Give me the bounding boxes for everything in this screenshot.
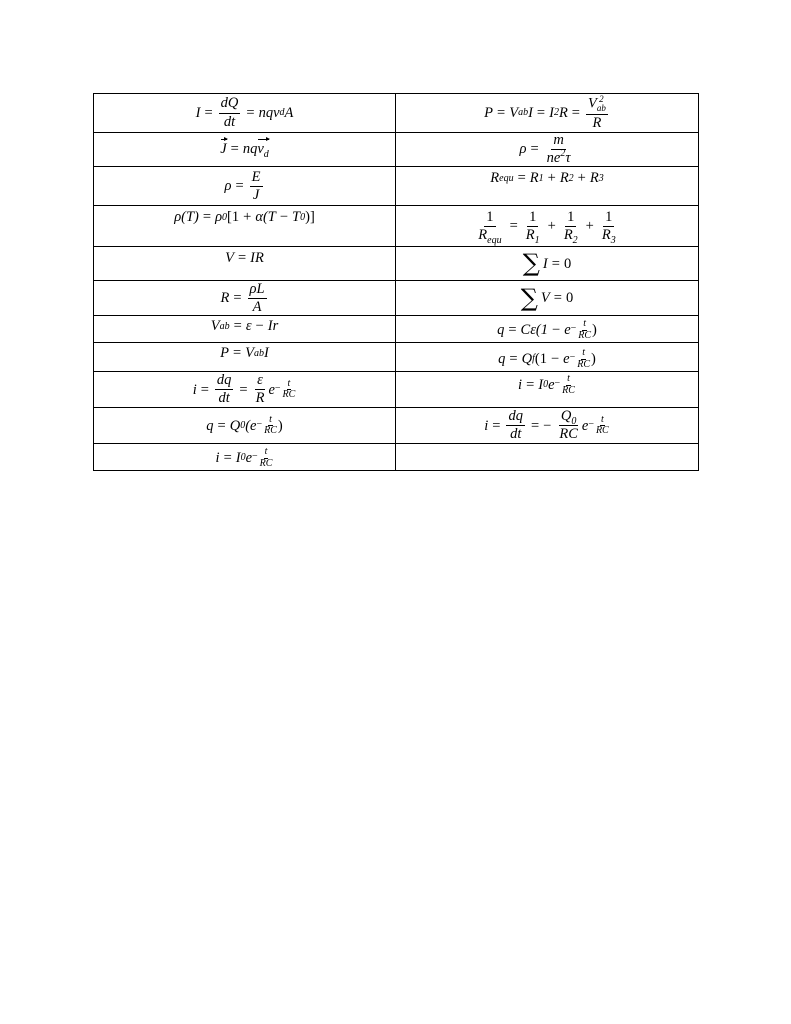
equals-sign: =: [237, 250, 247, 267]
fraction-denominator: dt: [223, 113, 236, 130]
fraction-denominator: [524, 226, 542, 246]
equals-sign: =: [235, 178, 244, 195]
equals-sign: =: [497, 104, 506, 121]
formula-symbol: R: [220, 290, 230, 307]
fraction-numerator: dq: [506, 409, 525, 426]
table-row: [94, 206, 699, 247]
fraction-numerator: 1: [484, 210, 495, 227]
fraction-denominator: dt: [510, 426, 522, 443]
fraction-numerator: 1: [565, 210, 576, 227]
vector-symbol: [257, 141, 269, 161]
formula-term: [1: [227, 209, 240, 226]
formula-cell-power: P = V ab I = I 2 R = V 2 ab R: [396, 94, 699, 133]
fraction: [576, 348, 591, 370]
formula-term: R: [529, 170, 539, 187]
formula-symbol: i: [484, 417, 489, 434]
formula-cell-kirchhoff-current: [396, 247, 699, 281]
formula-term: V: [509, 104, 519, 121]
formula-cell-terminal-voltage: V ab = ε − Ir: [94, 316, 396, 343]
fraction-denominator: RC: [562, 384, 575, 396]
equals-sign: =: [536, 104, 546, 121]
formula-term: Q: [521, 351, 533, 368]
formula-term: IR: [250, 250, 264, 267]
equals-sign: =: [517, 170, 526, 187]
empty-cell: [396, 444, 699, 471]
formula-term: )]: [305, 209, 315, 226]
formula-cell-resistivity-drude: [396, 133, 699, 167]
formula-term: V: [540, 290, 550, 307]
formula-cell-temperature-resistivity: ρ(T) = ρ 0 [1 + α(T − T 0 )]: [94, 206, 396, 247]
exponent: [256, 415, 277, 437]
exponent: [555, 374, 576, 396]
formula-cell-current-density-definition: I = $\frac{dQ}{dt}$ = nqv d A: [94, 94, 396, 133]
formula-term: V: [587, 95, 597, 112]
equals-sign: =: [217, 417, 226, 434]
fraction-denominator: [562, 226, 580, 246]
formula-cell-series-resistance: R equ = R 1 + R 2 + R 3: [396, 167, 699, 206]
formula-symbol: V: [210, 318, 220, 335]
formula-term: 0: [565, 290, 574, 307]
summation-icon: ∑: [520, 283, 538, 312]
formula-term: I: [528, 104, 533, 121]
minus-sign: −: [256, 418, 263, 430]
equals-sign: =: [246, 104, 255, 121]
formula-cell-capacitor-final-charge: q = Q f (1 − e − $\frac{t}{RC}$ ): [396, 343, 699, 372]
equals-sign: =: [492, 417, 501, 434]
minus-sign: −: [554, 378, 561, 390]
equals-sign: =: [233, 318, 242, 335]
formula-term: α(T: [255, 209, 276, 226]
formula-term: ): [592, 322, 597, 339]
plus-sign: +: [547, 170, 556, 187]
formula-cell-resistance-geometry: [94, 281, 396, 316]
table-row: [94, 167, 699, 206]
fraction: [577, 319, 592, 341]
formula-term: ρ: [215, 209, 223, 226]
table-row: [94, 94, 699, 133]
formula-term: R: [559, 170, 569, 187]
fraction: [476, 208, 503, 246]
fraction: [595, 415, 610, 437]
equals-sign: =: [204, 104, 213, 121]
vector-symbol: J: [220, 141, 227, 158]
exponent: [570, 348, 591, 370]
formula-term: e: [563, 351, 570, 368]
superscript: 2: [560, 148, 566, 160]
exponent: [252, 447, 273, 469]
equals-sign: =: [508, 322, 517, 339]
formula-symbol: q: [497, 322, 505, 339]
formula-term: R: [478, 226, 488, 243]
equals-sign: =: [223, 450, 232, 467]
exponent: [275, 379, 296, 401]
formula-symbol: i: [192, 381, 197, 398]
fraction-numerator: t: [264, 446, 268, 458]
equals-sign: =: [551, 255, 560, 272]
equals-sign: =: [530, 417, 540, 434]
table-row: [94, 343, 699, 372]
formula-term: v: [257, 141, 264, 158]
equals-sign: =: [230, 141, 239, 158]
fraction-numerator: ε: [255, 373, 265, 390]
fraction: [506, 409, 525, 442]
formula-term: e: [564, 322, 571, 339]
formula-term: (e: [245, 417, 257, 434]
fraction-denominator: [476, 226, 503, 246]
fraction-numerator: 1: [603, 210, 614, 227]
formula-term: Cε(1: [520, 322, 548, 339]
exponent: [571, 319, 592, 341]
formula-symbol: P: [220, 345, 229, 362]
fraction-denominator: [545, 150, 573, 166]
table-row: [94, 247, 699, 281]
fraction: [215, 373, 234, 406]
plus-sign: +: [585, 218, 594, 235]
fraction: [524, 208, 542, 246]
equals-sign: =: [232, 345, 242, 362]
formula-term: A: [284, 104, 294, 121]
minus-sign: −: [569, 352, 576, 364]
superscript: 2: [599, 93, 604, 104]
table-row: [94, 408, 699, 444]
fraction: [219, 96, 241, 129]
formula-term: ): [277, 417, 283, 434]
formula-term: nqv: [258, 104, 280, 121]
minus-sign: −: [252, 451, 258, 463]
fraction-denominator: [600, 226, 618, 246]
fraction-numerator: dq: [215, 373, 234, 390]
fraction-numerator: dQ: [219, 96, 241, 113]
equals-sign: =: [571, 104, 580, 121]
fraction-numerator: t: [582, 347, 585, 359]
formula-cell-charging-current: [94, 372, 396, 408]
formula-table: [93, 93, 699, 471]
formula-term: V: [245, 345, 255, 362]
formula-term: I: [538, 377, 544, 394]
formula-cell-kirchhoff-voltage: [396, 281, 699, 316]
equals-sign: =: [530, 141, 539, 158]
fraction: [557, 409, 580, 442]
fraction-denominator: RC: [595, 425, 609, 437]
fraction-numerator: t: [269, 413, 272, 425]
formula-term: 0: [563, 255, 572, 272]
fraction-numerator: t: [600, 413, 604, 425]
minus-sign: −: [543, 417, 552, 434]
fraction: [248, 282, 267, 315]
fraction: [562, 208, 580, 246]
equals-sign: =: [509, 218, 518, 235]
fraction: [282, 379, 297, 401]
formula-term: I: [542, 255, 548, 272]
formula-symbol: q: [498, 351, 506, 368]
equals-sign: =: [509, 351, 518, 368]
minus-sign: −: [588, 418, 594, 430]
plus-sign: +: [547, 218, 556, 235]
exponent: [588, 415, 609, 437]
minus-sign: −: [274, 382, 281, 394]
fraction: [545, 133, 573, 166]
fraction: [600, 208, 618, 246]
table-row: [94, 372, 699, 408]
subscript: 1: [534, 234, 540, 246]
formula-symbol: V: [225, 250, 234, 267]
subscript: d: [263, 149, 269, 161]
formula-term: I: [549, 104, 554, 121]
table-row: [94, 316, 699, 343]
formula-term: ): [591, 351, 596, 368]
formula-term: I: [235, 450, 241, 467]
fraction-denominator: A: [252, 298, 262, 315]
formula-term: ne: [546, 150, 561, 167]
equals-sign: =: [553, 290, 562, 307]
fraction-numerator: ρL: [248, 282, 267, 299]
subscript: equ: [487, 234, 502, 246]
fraction: [254, 373, 267, 406]
fraction-denominator: RC: [578, 329, 592, 341]
equals-sign: =: [202, 209, 212, 226]
formula-cell-ohms-law: [94, 247, 396, 281]
fraction-denominator: RC: [264, 425, 277, 437]
fraction: [586, 95, 608, 131]
subscript: 0: [571, 416, 577, 428]
table-row: [94, 444, 699, 471]
plus-sign: +: [577, 170, 586, 187]
formula-symbol: ρ: [519, 141, 527, 158]
formula-symbol: I: [195, 104, 201, 121]
formula-cell-current-decay: i = I 0 e − $\frac{t}{RC}$: [396, 372, 699, 408]
fraction-numerator: [559, 409, 578, 426]
fraction: [250, 170, 263, 203]
formula-term: R: [558, 104, 568, 121]
formula-term: e: [581, 417, 589, 434]
subscript: 2: [572, 234, 578, 246]
formula-cell-discharge-current: [396, 408, 699, 444]
minus-sign: −: [255, 318, 264, 335]
formula-term: R: [589, 170, 599, 187]
fraction-denominator: RC: [559, 426, 578, 443]
minus-sign: −: [279, 209, 289, 226]
formula-term: ε: [245, 318, 252, 335]
formula-term: e: [245, 450, 253, 467]
fraction-denominator: R: [255, 390, 265, 407]
formula-symbol: i: [215, 450, 220, 467]
fraction: [263, 415, 278, 437]
minus-sign: −: [550, 351, 560, 368]
summation-icon: ∑: [522, 249, 540, 278]
fraction-denominator: RC: [577, 358, 590, 370]
fraction-denominator: dt: [218, 390, 230, 407]
formula-cell-resistivity: [94, 167, 396, 206]
formula-cell-parallel-resistance: [396, 206, 699, 247]
formula-symbol: P: [484, 104, 494, 121]
formula-symbol: R: [490, 170, 500, 187]
table-row: [94, 281, 699, 316]
formula-term: nq: [242, 141, 258, 158]
fraction-numerator: t: [583, 318, 587, 330]
fraction-denominator: R: [592, 114, 602, 131]
fraction-numerator: 1: [527, 210, 538, 227]
subscript: 3: [610, 234, 616, 246]
formula-symbol: i: [518, 377, 523, 394]
formula-term: R: [563, 226, 573, 243]
formula-cell-current-density-vector: [94, 133, 396, 167]
formula-symbol: ρ(T): [174, 209, 199, 226]
fraction-numerator: t: [287, 377, 291, 389]
fraction-denominator: RC: [282, 389, 296, 401]
equals-sign: =: [239, 381, 248, 398]
fraction-numerator: E: [250, 170, 263, 187]
formula-term: Q: [229, 417, 241, 434]
formula-cell-discharge-current-simple: i = I 0 e − $\frac{t}{RC}$: [94, 444, 396, 471]
formula-term: I: [264, 345, 269, 362]
fraction-numerator: t: [567, 373, 570, 385]
subscript: ab: [596, 102, 606, 113]
minus-sign: −: [552, 322, 561, 339]
formula-cell-capacitor-discharge: q = Q 0 (e − $\frac{t}{RC}$ ): [94, 408, 396, 444]
formula-term: (1: [534, 351, 547, 368]
table-row: [94, 133, 699, 167]
fraction-denominator: RC: [259, 457, 273, 469]
fraction-denominator: J: [252, 186, 260, 203]
fraction: [259, 447, 274, 469]
fraction: [561, 374, 576, 396]
plus-sign: +: [243, 209, 252, 226]
fraction-numerator: [586, 95, 608, 115]
formula-term: T: [292, 209, 301, 226]
formula-term: τ: [565, 150, 571, 167]
formula-term: R: [525, 226, 535, 243]
formula-term: e: [548, 377, 555, 394]
equals-sign: =: [526, 377, 535, 394]
equals-sign: =: [200, 381, 209, 398]
formula-term: e: [268, 381, 275, 398]
formula-symbol: ρ: [224, 178, 232, 195]
equals-sign: =: [233, 290, 242, 307]
formula-symbol: q: [206, 417, 214, 434]
fraction-numerator: m: [551, 133, 565, 150]
formula-cell-capacitor-charging: [396, 316, 699, 343]
formula-term: Ir: [267, 318, 279, 335]
formula-term: Q: [560, 408, 572, 425]
minus-sign: −: [570, 323, 577, 335]
formula-cell-power-simple: P = V ab I: [94, 343, 396, 372]
formula-term: R: [601, 226, 611, 243]
